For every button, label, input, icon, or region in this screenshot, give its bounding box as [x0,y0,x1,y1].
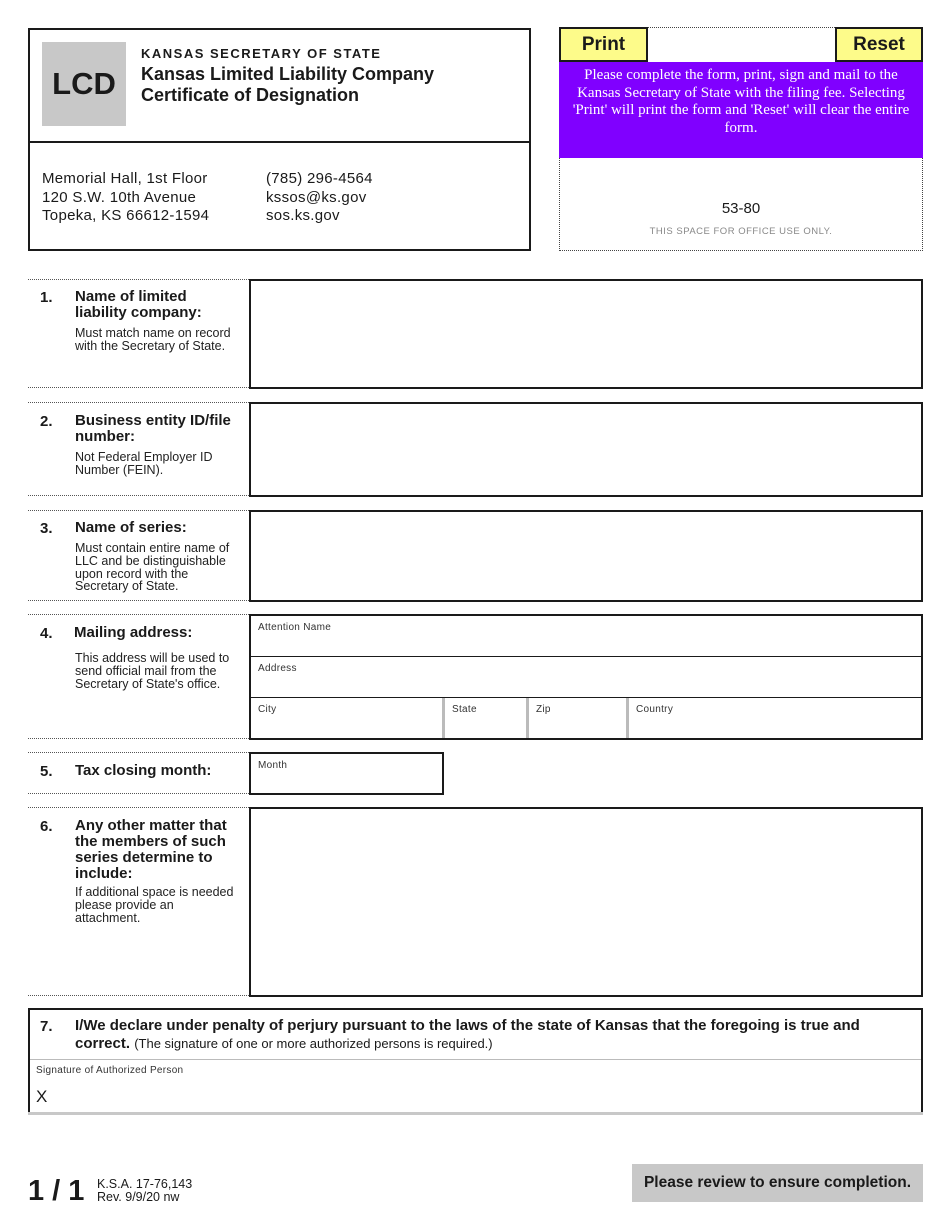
declaration-text: I/We declare under penalty of perjury pursuant to the laws of the state of Kansas that the foregoing is true and correct. [75,1017,860,1052]
review-notice: Please review to ensure completion. [632,1164,923,1202]
section-divider [28,510,249,511]
field-label: City [258,704,277,715]
series-name-input[interactable] [249,510,923,602]
section-divider [28,600,249,601]
form-title-line1: Kansas Limited Liability Company [141,64,435,84]
section-divider [28,402,249,403]
section-divider [28,495,249,496]
section-title: Business entity ID/file number: [75,412,231,445]
section-title: Mailing address: [74,624,193,641]
field-label: Zip [536,704,551,715]
attention-name-input[interactable] [251,616,921,657]
address-line: Topeka, KS 66612-1594 [42,207,210,224]
reset-button[interactable]: Reset [835,27,923,62]
print-button[interactable]: Print [559,27,648,62]
header-box [28,28,531,251]
address-line: 120 S.W. 10th Avenue [42,188,197,206]
field-label: Address [258,663,297,674]
section-number: 6. [40,818,53,835]
month-input[interactable] [249,752,444,795]
section-number: 1. [40,289,53,306]
form-title-line2: Certificate of Designation [141,85,360,105]
office-contact [266,170,373,226]
section-number: 7. [40,1018,53,1035]
section-divider [28,807,249,808]
statute-info [97,1178,192,1204]
website: sos.ks.gov [266,207,340,224]
section-divider [28,793,249,794]
instructions-banner: Please complete the form, print, sign and mail to the Kansas Secretary of State with the filing fee. Selecting 'Print' will print the form and 'Reset' will clear the entire form. [559,62,923,158]
revision-date: Rev. 9/9/20 nw [97,1190,180,1204]
section-title: Name of series: [75,519,187,536]
section-number: 4. [40,625,53,642]
signature-label: Signature of Authorized Person [36,1065,184,1076]
email: kssos@ks.gov [266,188,367,206]
section-title: Name of limited liability company: [75,288,202,321]
state-input[interactable] [445,698,529,738]
city-input[interactable] [251,698,445,738]
section-help: Must match name on record with the Secretary of State. [75,326,231,353]
field-label: Month [258,760,288,771]
declaration-note-text: (The signature of one or more authorized persons is required.) [134,1036,493,1051]
section-divider [28,387,249,388]
declaration-statement [75,1017,905,1053]
form-code-badge: LCD [42,42,126,126]
field-label: Attention Name [258,622,332,633]
section-help: If additional space is needed please provide an attachment. [75,885,234,925]
declaration-bottom-rule [28,1112,923,1115]
section-number: 5. [40,763,53,780]
zip-input[interactable] [529,698,629,738]
section-help: This address will be used to send official mail from the Secretary of State's office. [75,651,230,691]
section-divider [28,752,249,753]
field-label: State [452,704,477,715]
statute-reference: K.S.A. 17-76,143 [97,1177,193,1191]
office-address [42,170,209,226]
address-line: Memorial Hall, 1st Floor [42,170,208,187]
entity-id-input[interactable] [249,402,923,497]
section-title: Tax closing month: [75,762,212,779]
address-input[interactable] [251,657,921,698]
country-input[interactable] [629,698,921,738]
page-count: 1 / 1 [28,1175,85,1207]
phone: (785) 296-4564 [266,170,373,187]
office-use-note: THIS SPACE FOR OFFICE USE ONLY. [649,226,833,237]
section-help: Must contain entire name of LLC and be distinguishable upon record with the Secretary of State. [75,541,230,594]
signature-mark: X [36,1087,48,1106]
declaration-separator [30,1059,921,1060]
field-label: Country [636,704,674,715]
section-divider [28,614,249,615]
other-matters-input[interactable] [249,807,923,997]
declaration-note [134,1036,492,1051]
section-number: 3. [40,520,53,537]
signature-input[interactable] [60,1078,920,1112]
section-help: Not Federal Employer ID Number (FEIN). [75,450,213,477]
header-divider [30,141,529,143]
form-title [141,64,501,106]
section-number: 2. [40,413,53,430]
section-divider [28,279,249,280]
section-title: Any other matter that the members of such series determine to include: [75,817,227,882]
agency-name: KANSAS SECRETARY OF STATE [141,46,382,61]
section-divider [28,995,249,996]
section-divider [28,738,249,739]
form-number: 53-80 [721,200,761,217]
llc-name-input[interactable] [249,279,923,389]
mailing-address-group [249,614,923,740]
